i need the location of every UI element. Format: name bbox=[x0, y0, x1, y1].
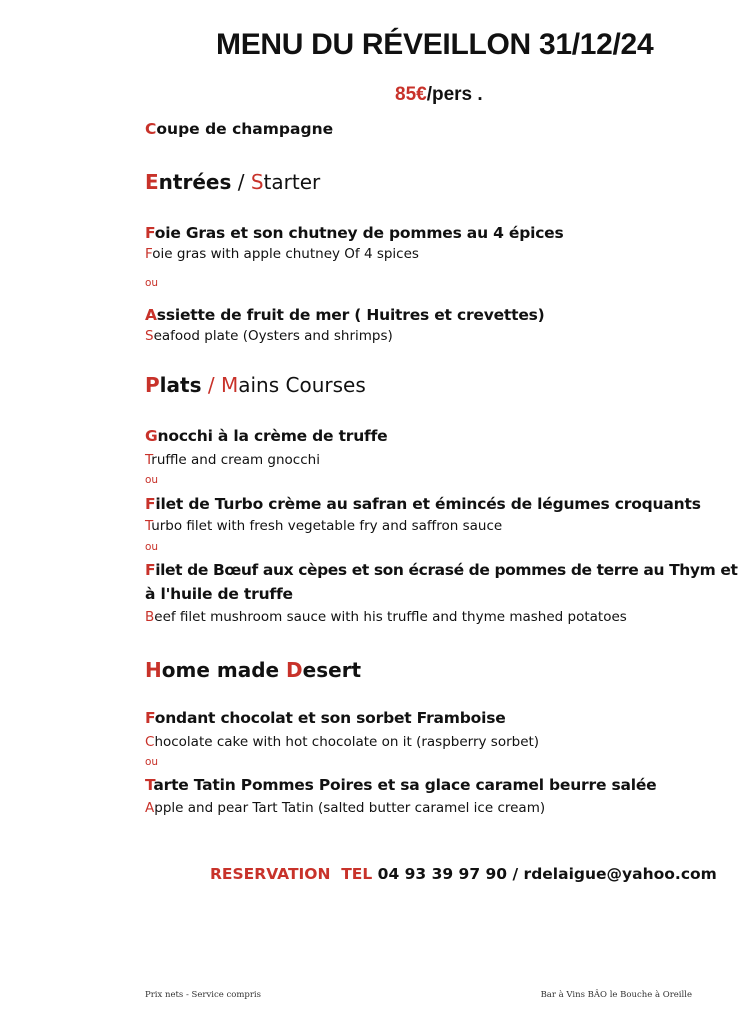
dish-fr: Gnocchi à la crème de truffe bbox=[145, 427, 388, 445]
dish-fr: Assiette de fruit de mer ( Huitres et crevettes) bbox=[145, 306, 545, 324]
price bbox=[395, 84, 483, 106]
dish-en: Apple and pear Tart Tatin (salted butter caramel ice cream) bbox=[145, 800, 546, 816]
dish-fr: Fondant chocolat et son sorbet Framboise bbox=[145, 709, 506, 727]
price-amount: 85€ bbox=[395, 84, 427, 105]
heading-separator: / bbox=[237, 170, 245, 194]
section-heading-desserts bbox=[145, 658, 361, 682]
heading-separator: / bbox=[207, 373, 215, 397]
dish-en: Beef filet mushroom sauce with his truffle and thyme mashed potatoes bbox=[145, 609, 627, 625]
heading-fr: Entrées bbox=[145, 170, 232, 194]
dish-fr-continued: à l'huile de truffe bbox=[145, 585, 293, 603]
dish-fr: Filet de Bœuf aux cèpes et son écrasé de pommes de terre au Thym et bbox=[145, 561, 738, 579]
dish-en: Turbo filet with fresh vegetable fry and saffron sauce bbox=[145, 518, 503, 534]
dish-en: Foie gras with apple chutney Of 4 spices bbox=[145, 246, 419, 262]
or-separator: ou bbox=[145, 474, 159, 486]
footer-right: Bar à Vins BÂO le Bouche à Oreille bbox=[540, 990, 692, 1000]
or-separator: ou bbox=[145, 541, 159, 553]
section-heading-starters bbox=[145, 170, 320, 194]
dish-fr: Tarte Tatin Pommes Poires et sa glace caramel beurre salée bbox=[145, 776, 657, 794]
dish-fr: Filet de Turbo crème au safran et émincés de légumes croquants bbox=[145, 495, 701, 513]
dish-en: Seafood plate (Oysters and shrimps) bbox=[145, 328, 393, 344]
heading-fr: Plats bbox=[145, 373, 202, 397]
section-heading-mains bbox=[145, 373, 366, 397]
aperitif: Coupe de champagne bbox=[145, 120, 334, 138]
reservation-contact: 04 93 39 97 90 / rdelaigue@yahoo.com bbox=[372, 865, 717, 883]
dish-en: Truffle and cream gnocchi bbox=[145, 452, 320, 468]
heading-part-2: Desert bbox=[286, 658, 362, 682]
heading-en: Starter bbox=[250, 170, 321, 194]
price-unit: /pers . bbox=[426, 84, 483, 105]
dish-fr: Foie Gras et son chutney de pommes au 4 épices bbox=[145, 224, 564, 242]
menu-title: MENU DU RÉVEILLON 31/12/24 bbox=[216, 28, 654, 61]
dish-en: Chocolate cake with hot chocolate on it (raspberry sorbet) bbox=[145, 734, 540, 750]
reservation-line bbox=[210, 865, 717, 883]
reservation-label: RESERVATION TEL bbox=[210, 865, 373, 883]
or-separator: ou bbox=[145, 277, 159, 289]
or-separator: ou bbox=[145, 756, 159, 768]
heading-part-1: Home made bbox=[145, 658, 280, 682]
heading-en: Mains Courses bbox=[220, 373, 366, 397]
footer-left: Prix nets - Service compris bbox=[145, 990, 262, 1000]
